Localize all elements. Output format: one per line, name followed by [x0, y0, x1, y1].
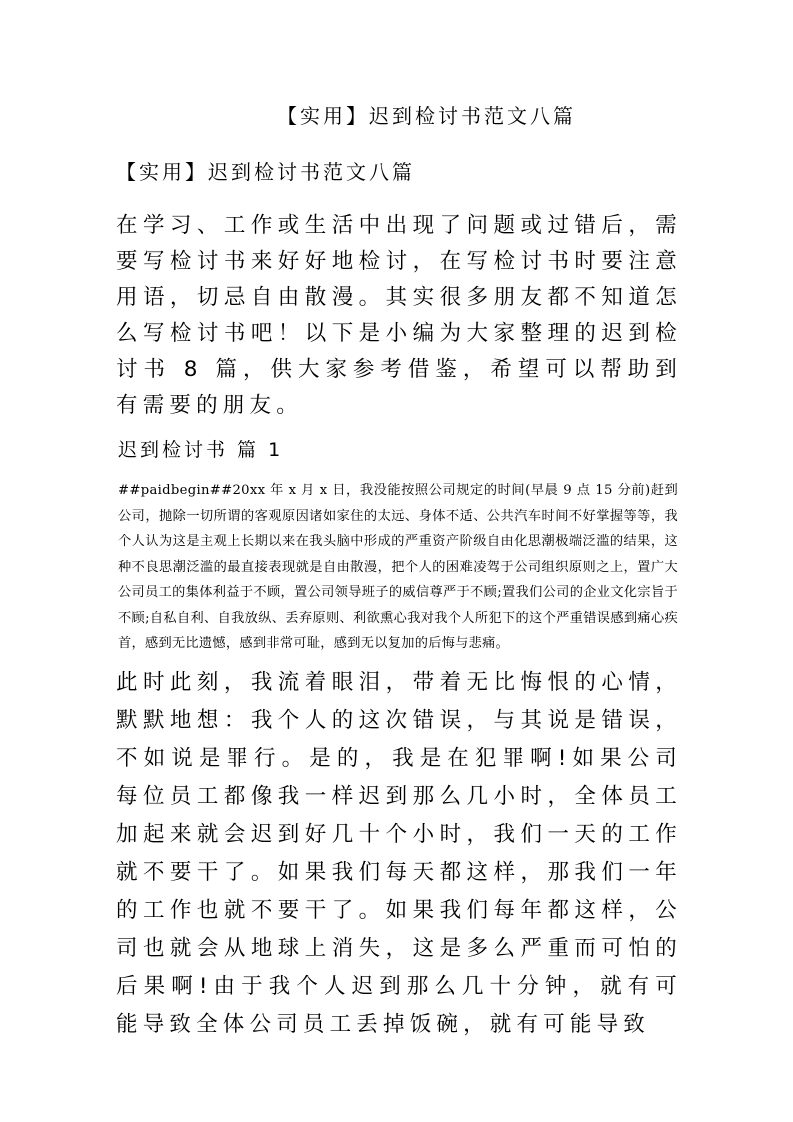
intro-paragraph: 在学习、工作或生活中出现了问题或过错后，需要写检讨书来好好地检讨，在写检讨书时要注意用语，切忌自由散漫。其实很多朋友都不知道怎么写检讨书吧！以下是小编为大家整理的迟到检讨书 8 篇，供大家参考借鉴，希望可以帮助到有需要的朋友。 — [116, 213, 682, 418]
section-paragraph-large: 此时此刻，我流着眼泪，带着无比悔恨的心情，默默地想：我个人的这次错误，与其说是错误，不如说是罪行。是的，我是在犯罪啊!如果公司每位员工都像我一样迟到那么几小时，全体员工加起来就会迟到好几十个小时，我们一天的工作就不要干了。如果我们每天都这样，那我们一年的工作也就不要干了。如果我们每年都这样，公司也就会从地球上消失，这是多么严重而可怕的后果啊!由于我个人迟到那么几十分钟，就有可能导致全体公司员工丢掉饭碗，就有可能导致 — [116, 670, 682, 1037]
section-paragraph-small: ##paidbegin##20xx 年 x 月 x 日，我没能按照公司规定的时间(早晨 9 点 15 分前)赶到公司，抛除一切所谓的客观原因诸如家住的太远、身体不适、公共汽车时间不好掌握等等，我个人认为这是主观上长期以来在我头脑中形成的严重资产阶级自由化思潮极端泛滥的结果，这种不良思潮泛滥的最直接表现就是自由散漫，把个人的困难凌驾于公司组织原则之上，置广大公司员工的集体利益于不顾，置公司领导班子的威信尊严于不顾;置我们公司的企业文化宗旨于不顾;自私自利、自我放纵、丢弃原则、利欲熏心我对我个人所犯下的这个严重错误感到痛心疾首，感到无比遗憾，感到非常可耻，感到无以复加的后悔与悲痛。 — [118, 483, 678, 651]
section-heading: 迟到检讨书 篇 1 — [118, 439, 284, 461]
document-subtitle: 【实用】迟到检讨书范文八篇 — [116, 160, 415, 184]
document-title: 【实用】迟到检讨书范文八篇 — [277, 104, 576, 128]
